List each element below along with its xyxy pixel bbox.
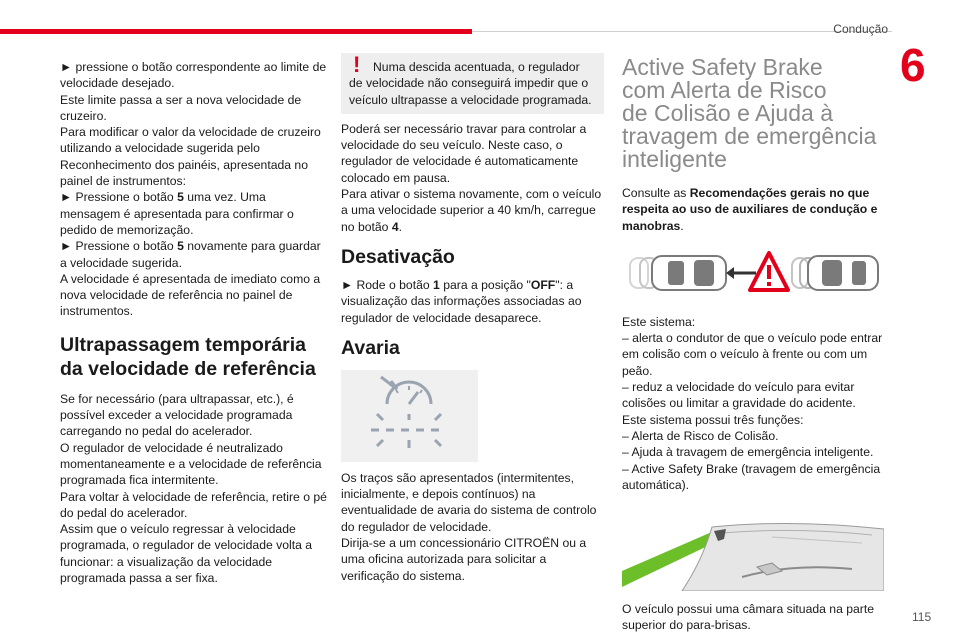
title-line: de Colisão e Ajuda à	[622, 100, 833, 126]
paragraph: A velocidade é apresentada de imediato como a nova velocidade de referência no painel de instrumentos.	[60, 271, 321, 319]
collision-cars-icon	[622, 248, 884, 298]
button-ref: 5	[177, 239, 184, 254]
button-ref: 1	[433, 277, 440, 292]
windscreen-camera-illustration	[622, 517, 884, 591]
paragraph: Este sistema possui três funções:	[622, 412, 804, 427]
text: ► Rode o botão	[341, 277, 434, 292]
paragraph: – Alerta de Risco de Colisão.	[622, 428, 779, 443]
paragraph	[341, 186, 604, 235]
paragraph: – Ajuda à travagem de emergência inteligente.	[622, 445, 874, 460]
title-line: travagem de emergência	[622, 123, 877, 149]
paragraph: Se for necessário (para ultrapassar, etc.), é possível exceder a velocidade programada carregando no pedal do acelerador.	[60, 391, 294, 439]
text: .	[398, 219, 402, 234]
header-red-bar	[0, 29, 472, 34]
paragraph	[622, 185, 887, 234]
warning-box	[341, 53, 604, 114]
speed-limiter-fault-illustration	[341, 370, 478, 462]
text: novamente para guardar a velocidade sugerida.	[60, 239, 321, 270]
paragraph: – alerta o condutor de que o veículo pode entrar em colisão com o veículo à frente ou com um peão.	[622, 331, 883, 378]
paragraph: Os traços são apresentados (intermitentes, inicialmente, e depois contínuos) na eventualidade de avaria do sistema de controlo do regulador de velocidade.	[341, 470, 597, 534]
paragraph: Este sistema:	[622, 314, 696, 329]
section-heading-active-safety-brake	[622, 56, 887, 171]
text: .	[680, 218, 684, 233]
paragraph: Para modificar o valor da velocidade de cruzeiro utilizando a velocidade sugerida pelo Reconhecimento dos painéis, apresentada no painel de instrumentos:	[60, 125, 321, 189]
title-line: Active Safety Brake	[622, 54, 823, 80]
heading-avaria: Avaria	[341, 336, 400, 359]
paragraph: Poderá ser necessário travar para controlar a velocidade do seu veículo. Neste caso, o regulador de velocidade é automaticamente colocado em pausa.	[341, 121, 587, 185]
paragraph	[60, 189, 328, 238]
off-label: OFF	[530, 277, 556, 292]
text: ► Pressione o botão	[60, 239, 178, 254]
text: uma vez. Uma mensagem é apresentada para confirmar o pedido de memorização.	[60, 190, 294, 237]
paragraph: Dirija-se a um concessionário CITROËN ou a uma oficina autorizada para solicitar a verificação do sistema.	[341, 536, 587, 583]
text: ► Pressione o botão	[60, 190, 178, 205]
text: para a posição "	[439, 277, 531, 292]
text: Para ativar o sistema novamente, com o veículo a uma velocidade superior a 40 km/h, carregue no botão	[341, 187, 602, 234]
paragraph: Para voltar à velocidade de referência, retire o pé do pedal do acelerador.	[60, 489, 327, 520]
button-ref: 4	[391, 219, 399, 234]
text: Consulte as	[622, 186, 690, 200]
collision-warning-illustration	[622, 248, 884, 298]
paragraph: O regulador de velocidade é neutralizado momentaneamente e a velocidade de referência programada fica intermitente.	[60, 440, 322, 488]
paragraph	[60, 238, 328, 271]
camera-cone-icon	[622, 517, 884, 591]
paragraph: – reduz a velocidade do veículo para evitar colisões ou limitar a gravidade do acidente.	[622, 380, 856, 411]
section-title: Condução	[833, 22, 888, 36]
heading-desativacao: Desativação	[341, 245, 455, 268]
paragraph: ► pressione o botão correspondente ao limite de velocidade desejado.	[60, 60, 327, 91]
paragraph	[341, 277, 604, 326]
column-1	[60, 59, 328, 586]
title-line: com Alerta de Risco	[622, 77, 827, 103]
column-3	[622, 56, 887, 634]
paragraph: Assim que o veículo regressar à velocidade programada, o regulador de velocidade volta a funcionar: a visualização da velocidade programada passa a ser fixa.	[60, 522, 313, 586]
speed-dial-icon	[341, 370, 478, 462]
header-divider	[472, 31, 892, 32]
text: ": a visualização das informações associadas ao regulador de velocidade desaparece.	[341, 277, 582, 325]
paragraph: – Active Safety Brake (travagem de emergência automática).	[622, 461, 881, 492]
title-line: inteligente	[622, 146, 727, 172]
warning-text: Numa descida acentuada, o regulador de velocidade não conseguirá impedir que o veículo ultrapasse a velocidade programada.	[349, 60, 592, 107]
heading-ultrapassagem: Ultrapassagem temporária da velocidade de referência	[60, 333, 316, 380]
paragraph: O veículo possui uma câmara situada na parte superior do para-brisas.	[622, 602, 875, 633]
paragraph: Este limite passa a ser a nova velocidade de cruzeiro.	[60, 92, 302, 123]
warning-icon: !	[353, 52, 361, 77]
page-number: 115	[912, 610, 932, 624]
chapter-number: 6	[900, 39, 926, 91]
cross-reference: Recomendações gerais no que respeita ao uso de auxiliares de condução e manobras	[622, 186, 878, 233]
button-ref: 5	[177, 190, 184, 205]
column-2	[341, 53, 604, 584]
